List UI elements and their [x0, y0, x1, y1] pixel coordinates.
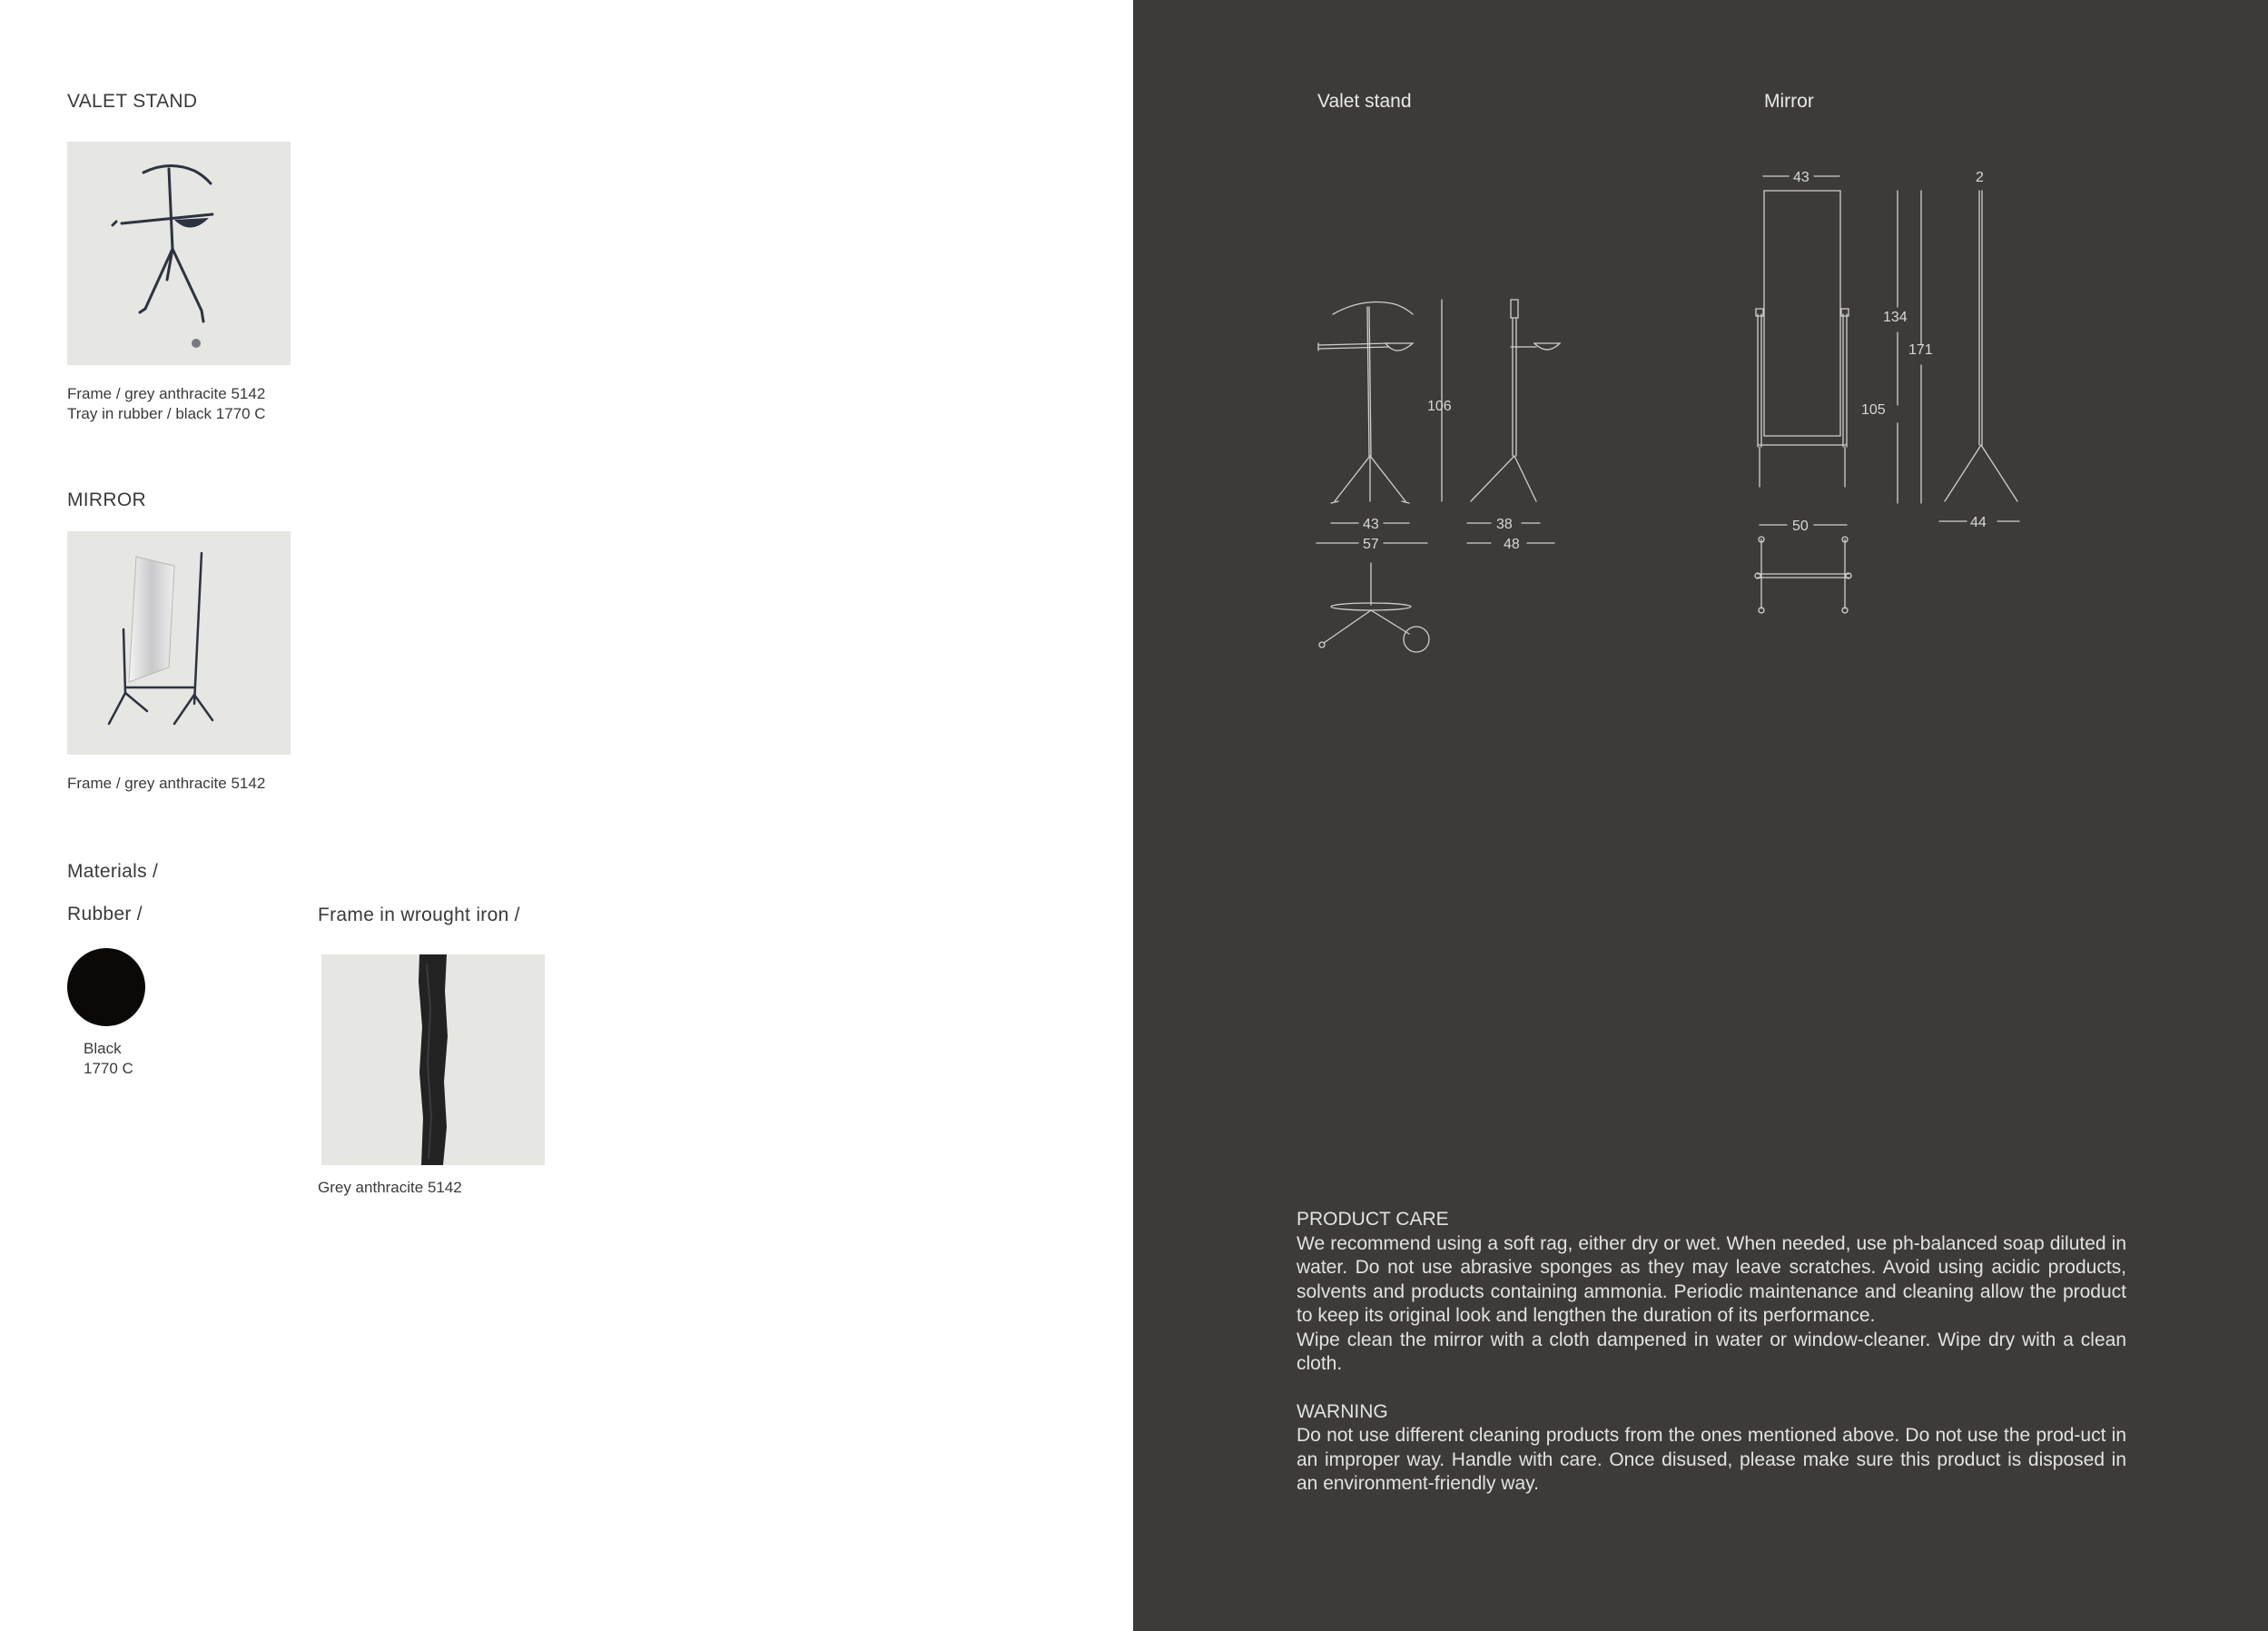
- valet-stand-drawing: [1307, 291, 1580, 663]
- product-care-heading: PRODUCT CARE: [1297, 1209, 1449, 1230]
- product-care-block: [1297, 1208, 2126, 1497]
- mirror-dim-frame-height: 105: [1861, 402, 1886, 418]
- mirror-dim-total-height: 171: [1908, 342, 1933, 358]
- mirror-photo: [67, 531, 291, 755]
- rubber-title: Rubber /: [67, 904, 143, 924]
- mirror-drawing-label: Mirror: [1764, 91, 1814, 112]
- iron-caption: Grey anthracite 5142: [318, 1179, 462, 1196]
- valet-dim-front-bottom: 57: [1363, 537, 1379, 552]
- warning-heading: WARNING: [1297, 1400, 1388, 1422]
- valet-stand-title: VALET STAND: [67, 91, 198, 112]
- mirror-title: MIRROR: [67, 489, 146, 510]
- mirror-caption-frame: Frame / grey anthracite 5142: [67, 775, 266, 792]
- mirror-dim-mirror-height: 134: [1883, 310, 1908, 325]
- mirror-dim-width-top: 43: [1793, 170, 1809, 185]
- mirror-care-text: Wipe clean the mirror with a cloth dampened in water or window-cleaner. Wipe dry with a clean cloth.: [1297, 1329, 2126, 1374]
- valet-dim-side-bottom: 48: [1504, 537, 1520, 552]
- rubber-color-name: Black: [84, 1040, 122, 1057]
- valet-dim-side-top: 38: [1496, 517, 1513, 532]
- valet-dim-front-top: 43: [1363, 517, 1379, 532]
- iron-title: Frame in wrought iron /: [318, 904, 520, 925]
- valet-stand-caption-frame: Frame / grey anthracite 5142: [67, 385, 266, 402]
- rubber-color-code: 1770 C: [84, 1060, 133, 1077]
- valet-dim-height: 106: [1427, 399, 1452, 414]
- mirror-drawing: [1743, 154, 2034, 627]
- valet-stand-drawing-label: Valet stand: [1317, 91, 1412, 112]
- iron-bar-illustration: [321, 954, 545, 1165]
- mirror-dim-base-width: 50: [1792, 519, 1809, 534]
- valet-stand-photo: [67, 142, 291, 365]
- valet-stand-illustration: [67, 142, 291, 365]
- rubber-swatch-black: [67, 948, 145, 1026]
- materials-title: Materials /: [67, 861, 159, 882]
- product-care-text: We recommend using a soft rag, either dry or wet. When needed, use ph-balanced soap diluted in water. Do not use abrasive sponges as they may leave scratches. Avoid using acidic products, solvents and products containing ammonia. Periodic maintenance and cleaning allow the product to keep its original look and lengthen the duration of its performance.: [1297, 1232, 2126, 1326]
- mirror-dim-thickness: 2: [1976, 170, 1984, 185]
- iron-swatch: [321, 954, 545, 1165]
- mirror-dim-side-depth: 44: [1970, 515, 1987, 530]
- warning-text: Do not use different cleaning products from the ones mentioned above. Do not use the prod-uct in an improper way. Handle with care. Once disused, please make sure this product is disposed in an environment-friendly way.: [1297, 1425, 2126, 1494]
- mirror-illustration: [67, 531, 291, 755]
- valet-stand-caption-tray: Tray in rubber / black 1770 C: [67, 405, 266, 422]
